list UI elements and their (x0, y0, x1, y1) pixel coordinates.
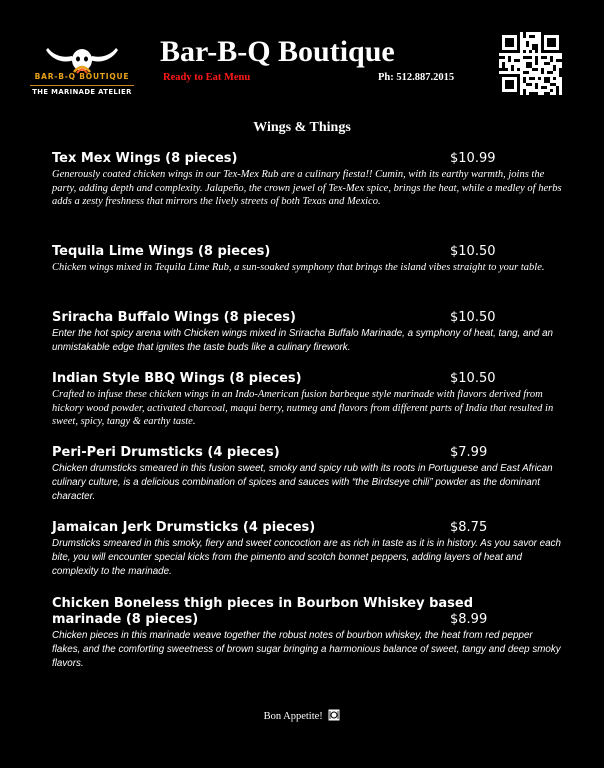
menu-item-name: Jamaican Jerk Drumsticks (4 pieces) (52, 520, 316, 535)
menu-item-description: Chicken pieces in this marinade weave together the robust notes of bourbon whiskey, the heat from red pepper flakes, and the comforting sweetness of brown sugar bringing a harmonious balance of sweet, tangy and deep smoky flavors. (52, 630, 561, 670)
section-title: Wings & Things (253, 120, 351, 135)
qr-code-icon (499, 32, 562, 95)
menu-item-price: $8.75 (450, 520, 488, 535)
menu-item-price: $8.99 (450, 612, 488, 627)
menu-item-name: Tequila Lime Wings (8 pieces) (52, 244, 271, 259)
menu-item-name: Sriracha Buffalo Wings (8 pieces) (52, 310, 296, 325)
menu-item (52, 445, 562, 505)
footer-text: Bon Appetite! (263, 711, 323, 722)
footer (0, 709, 604, 722)
logo-tagline-text: THE MARINADE ATELIER (30, 85, 134, 96)
brand-logo (30, 38, 134, 110)
bull-horns-icon (44, 42, 120, 74)
menu-item-description: Enter the hot spicy arena with Chicken wings mixed in Sriracha Buffalo Marinade, a symphony of heat, tang, and an unmistakable edge that ignites the taste buds like a culinary firework. (52, 328, 554, 354)
phone-number: Ph: 512.887.2015 (378, 72, 455, 83)
menu-item-description: Drumsticks smeared in this smoky, fiery and sweet concoction are as rich in taste as it is in history. As you savor each bite, you will encounter special kicks from the pimento and scotch bonnet peppers, adding layers of heat and complexity to the marinade. (52, 538, 561, 578)
menu-item (52, 520, 562, 580)
menu-item-price: $10.50 (450, 244, 496, 259)
menu-item-name: Tex Mex Wings (8 pieces) (52, 151, 238, 166)
menu-item-price: $7.99 (450, 445, 488, 460)
menu-item (52, 371, 562, 429)
menu-item (52, 310, 562, 355)
restaurant-title: Bar-B-Q Boutique (160, 35, 395, 68)
menu-item-name: Peri-Peri Drumsticks (4 pieces) (52, 445, 280, 460)
menu-item-name: Chicken Boneless thigh pieces in Bourbon Whiskey based marinade (8 pieces) (52, 596, 474, 627)
menu-item-description: Chicken wings mixed in Tequila Lime Rub, a sun-soaked symphony that brings the island vibes straight to your table. (52, 262, 545, 273)
menu-item-price: $10.50 (450, 371, 496, 386)
logo-brand-text: BAR-B-Q BOUTIQUE (34, 72, 130, 81)
menu-item-description: Generously coated chicken wings in our Tex-Mex Rub are a culinary fiesta!! Cumin, with its earthy warmth, joins the party, adding depth and complexity. Jalapeño, the crown jewel of Tex-Mex spice, brings the heat, while a medley of herbs adds a zesty freshness that mirrors the lively streets of both Texas and Mexico. (52, 169, 562, 207)
menu-item (52, 596, 562, 672)
menu-item-name: Indian Style BBQ Wings (8 pieces) (52, 371, 302, 386)
menu-item-description: Chicken drumsticks smeared in this fusion sweet, smoky and spicy rub with its roots in Portuguese and East African culinary culture, is a delicious combination of spices and sauces with “the Birdseye chili” powder as the dominant character. (52, 463, 553, 503)
menu-item-price: $10.99 (450, 151, 496, 166)
menu-item (52, 151, 562, 209)
menu-item (52, 244, 562, 275)
plate-cutlery-icon (328, 709, 340, 721)
menu-subtitle: Ready to Eat Menu (163, 72, 251, 83)
menu-item-price: $10.50 (450, 310, 496, 325)
menu-item-description: Crafted to infuse these chicken wings in an Indo-American fusion barbeque style marinade with flavors derived from hickory wood powder, activated charcoal, maqui berry, nutmeg and flavors from different parts of India that resulted in sweet, spicy, tangy & earthy taste. (52, 389, 554, 427)
